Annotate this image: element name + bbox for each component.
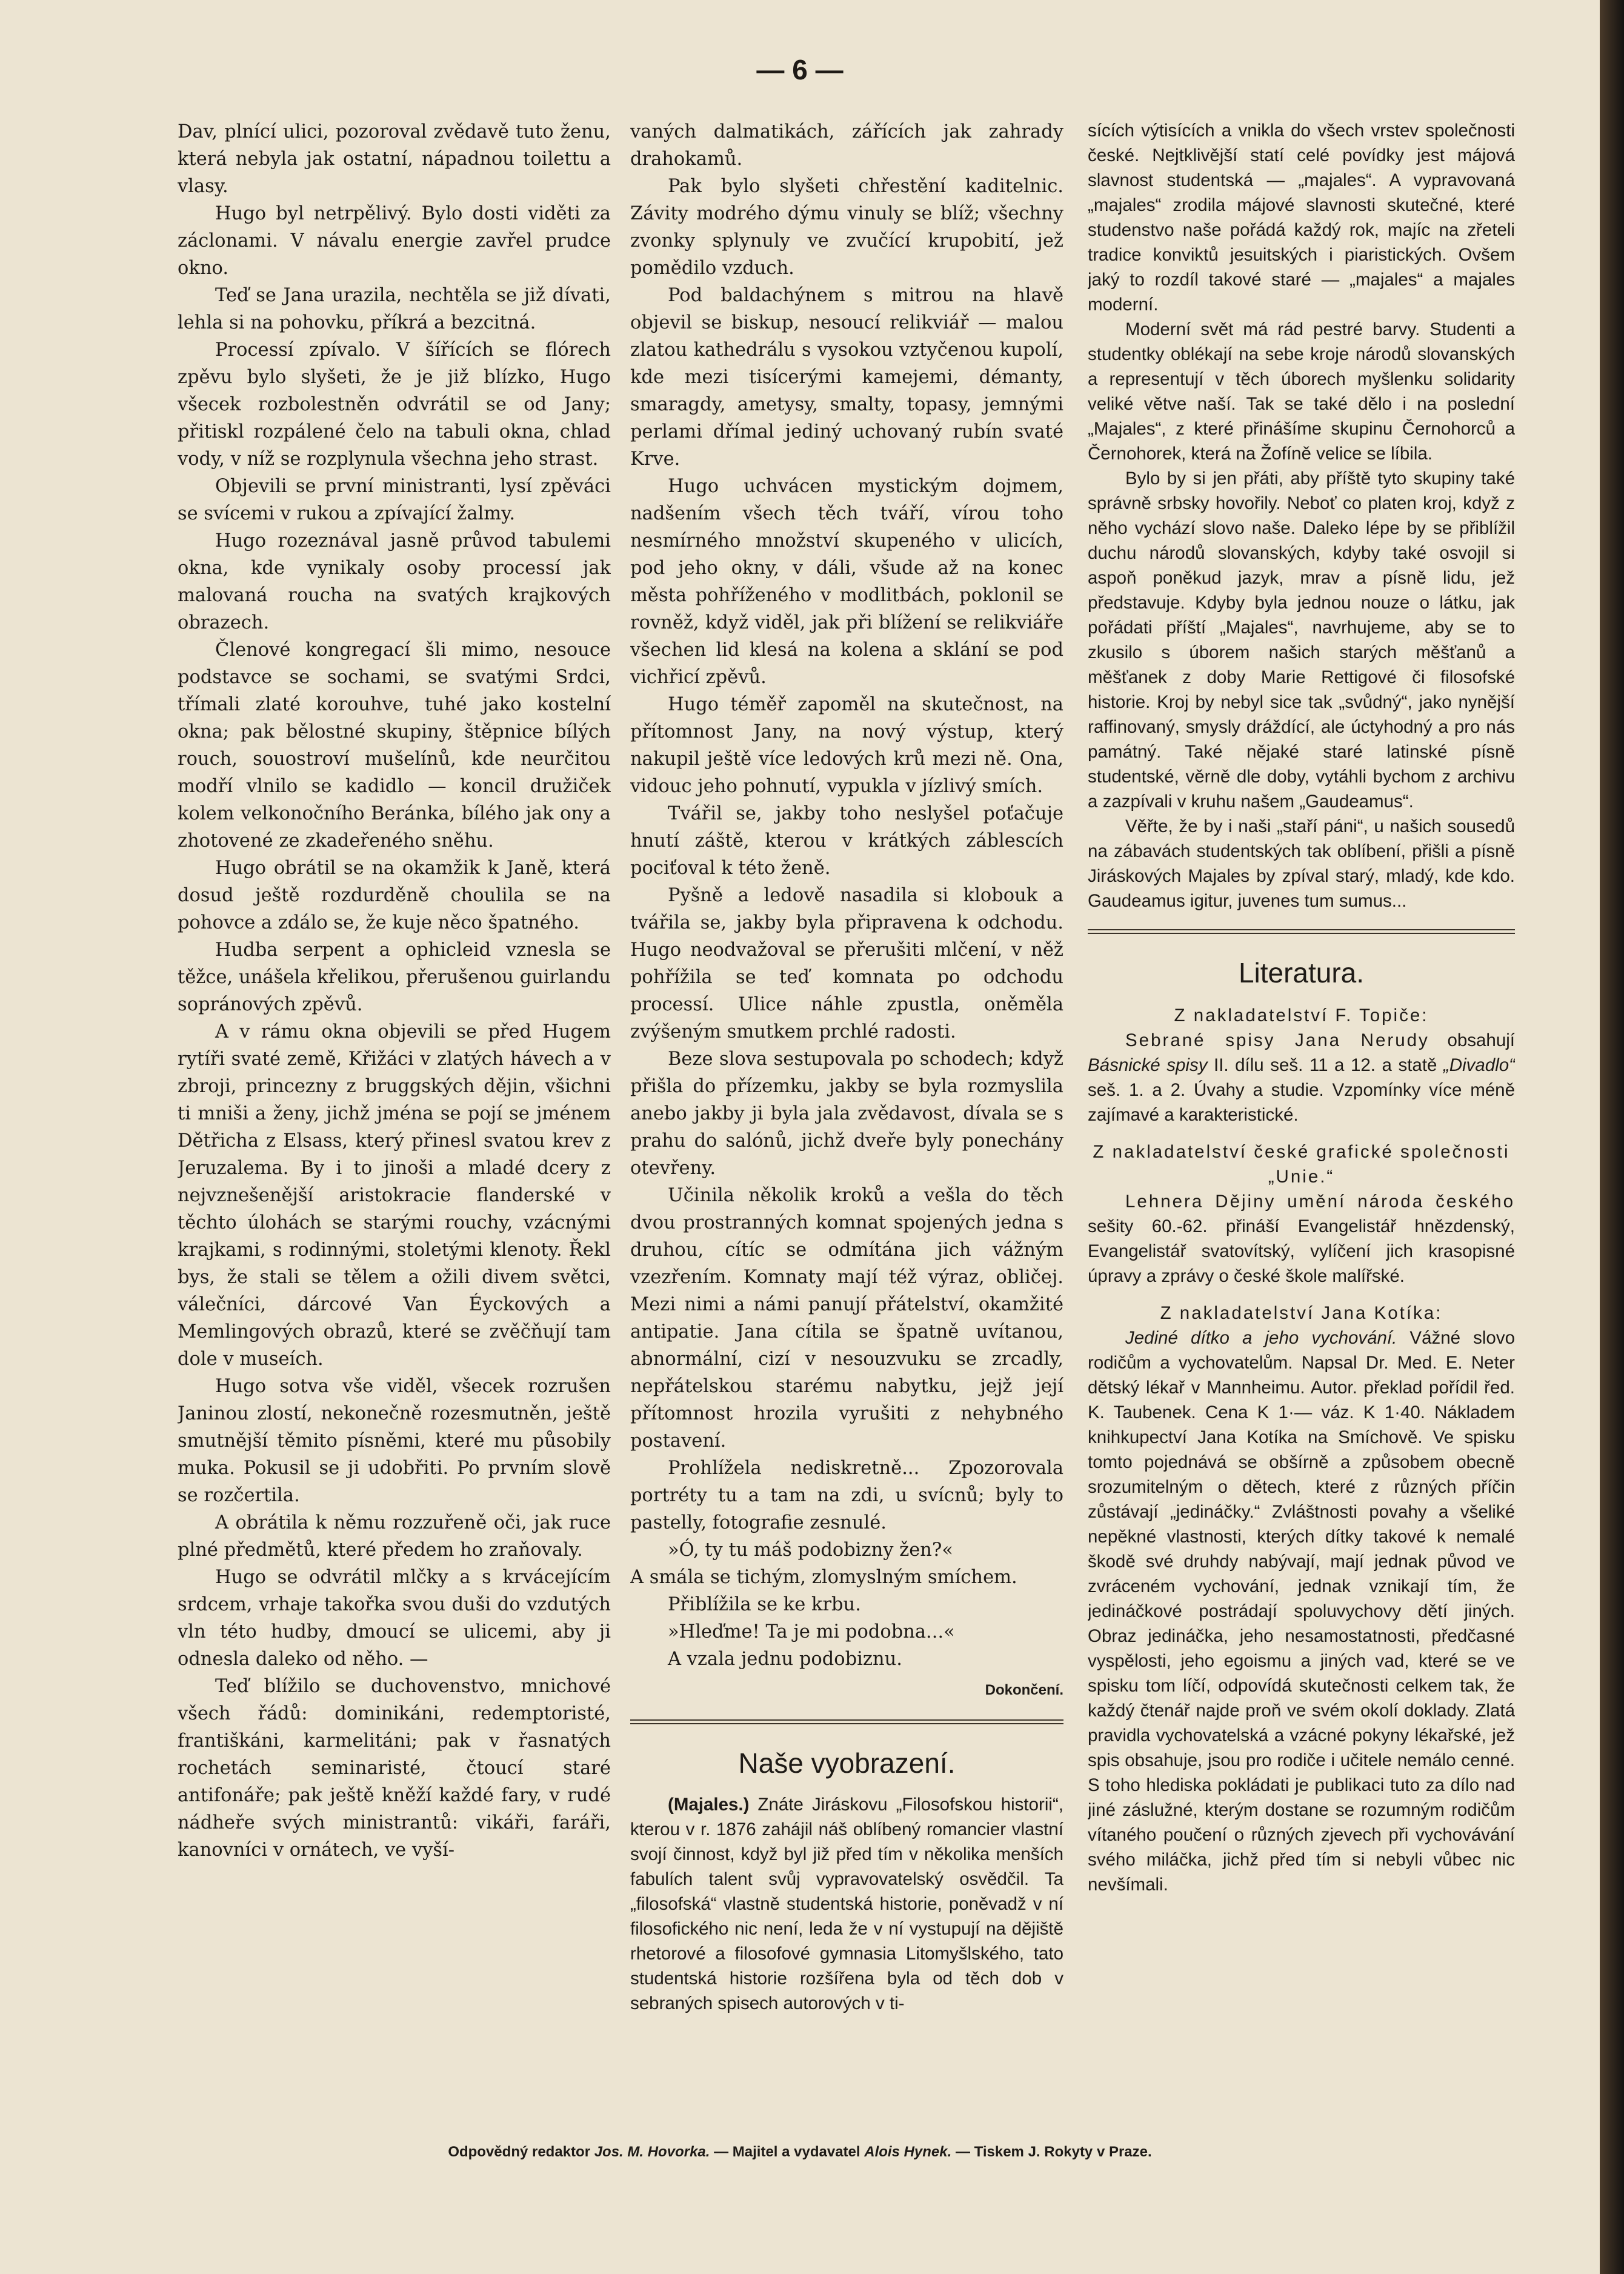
page-number: — 6 — (756, 54, 844, 85)
paragraph: »Hleďme! Ta je mi podobna...« (668, 1621, 955, 1642)
paragraph: Hugo téměř zapoměl na skutečnost, na přítomnost Jany, na nový výstup, který nakupil ještě více ledových krů mezi ně. Ona, vidouc jeho pohnutí, vypukla v jízlivý smích. (630, 694, 1063, 797)
paragraph: Tvářil se, jakby toho neslyšel poťačuje hnutí záště, kterou v krátkých záblescích pociťoval k této ženě. (630, 803, 1063, 879)
paragraph: Hugo se odvrátil mlčky a s krvácejícím srdcem, vrhaje takořka svou duši do vzdutých vln této hudby, dmoucí se ulicemi, aby ji odnesla daleko od něho. — (178, 1567, 611, 1670)
page-edge (1600, 0, 1624, 2274)
paragraph: Hugo obrátil se na okamžik k Janě, která dosud ještě rozdurděně choulila se na pohovce a zdálo se, že kuje něco špatného. (178, 858, 611, 933)
text: „Divadlo“ (1443, 1055, 1515, 1075)
column-3 (1088, 118, 1515, 2121)
paragraph: Hugo rozeznával jasně průvod tabulemi okna, kde vynikaly osoby processí jak malovaná roucha na svatých krajkových obrazech. (178, 530, 611, 633)
publisher-heading: Z nakladatelství F. Topiče: (1174, 1005, 1429, 1025)
text: II. dílu seš. 11 a 12. a statě (1214, 1055, 1437, 1075)
paragraph: vaných dalmatikách, zářících jak zahrady drahokamů. (630, 121, 1063, 170)
paragraph: Přiblížila se ke krbu. (668, 1594, 861, 1615)
paragraph: sících výtisících a vnikla do všech vrstev společnosti české. Nejtklivější statí celé povídky jest májová slavnost studentská — „majales“. A vypravovaná „majales“ zrodila májové slavnosti skutečné, které studenstvo naše pořádá každý rok, majíc na zřeteli tradice konviktů jesuitských i piaristických. Ovšem jaký to rozdíl takové staré — „majales“ a majales moderní. (1088, 121, 1515, 315)
paragraph: Členové kongregací šli mimo, nesouce podstavce se sochami, se svatými Srdci, třímali zlaté korouhve, tuhé jako kostelní okna; pak bělostné skupiny, štěpnice bílých rouch, souostroví mušelínů, kde neurčitou modří vlnilo se kadidlo — koncil družiček kolem velkonočního Beránka, bílého jak ony a zhotovené ze zkadeřeného sněhu. (178, 639, 611, 852)
publisher-heading: Z nakladatelství české grafické společnosti „Unie.“ (1093, 1142, 1510, 1187)
text: — Tiskem J. Rokyty v Praze. (955, 2144, 1152, 2160)
publisher-heading: Z nakladatelství Jana Kotíka: (1160, 1303, 1443, 1323)
text: Jos. M. Hovorka. (594, 2144, 710, 2160)
paragraph: A smála se tichým, zlomyslným smíchem. (630, 1567, 1017, 1588)
book-title: Lehnera Dějiny umění národa českého (1125, 1192, 1515, 1212)
column-2 (630, 118, 1063, 2121)
paragraph: Teď blížilo se duchovenstvo, mnichové všech řádů: dominikáni, redemptoristé, františkáni, karmelitáni; pak v řasnatých rochetách seminaristé, čtoucí staré antifonáře; pak ještě kněží každé fary, v rudé nádheře svých ministrantů: vikáři, faráři, kanovníci v ornátech, ve vyší- (178, 1676, 611, 1861)
text: — Majitel a vydavatel (714, 2144, 860, 2160)
paragraph: Bylo by si jen přáti, aby příště tyto skupiny také správně srbsky hovořily. Neboť co platen kroj, když z něho vychází slovo naše. Daleko lépe by se přiblížil duchu národů slovanských, kdyby také osvojil si aspoň poněkud jazyk, mrav a písně lidu, jež představuje. Kdyby byla jednou nouze o látku, jak pořádati příští „Majales“, navrhujeme, aby se to zkusilo s úborem našich starých měšťanů a měšťanek z doby Marie Rettigové či filosofské historie. Kroj by nebyl sice tak „svůdný“, jako nynější raffinovaný, smysly dráždící, ale úctyhodný a pro nás památný. Také nějaké staré latinské písně studentské, věrně dle doby, vytáhli bychom z archivu a zazpívali v kruhu našem „Gaudeamus“. (1088, 468, 1515, 812)
paragraph (1088, 1189, 1515, 1289)
text: Básnické spisy (1088, 1055, 1208, 1075)
run-in-label: (Majales.) (668, 1795, 750, 1815)
paragraph: Pyšně a ledově nasadila si klobouk a tvářila se, jakby byla připravena k odchodu. Hugo neodvažoval se přerušiti mlčení, v něž pohřížila se teď komnata po odchodu processí. Ulice náhle zpustla, oněměla zvýšeným smutkem prchlé radosti. (630, 885, 1063, 1042)
text: Alois Hynek. (864, 2144, 952, 2160)
paragraph: A v rámu okna objevili se před Hugem rytíři svaté země, Křižáci v zlatých hávech a v zbroji, princezny z bruggských dějin, všichni ti mniši a ženy, jichž jména se pojí se jménem Dětřicha z Elsass, který přinesl svatou krev z Jeruzalema. By i to jinoši a mladé dcery z nejvznešenější aristokracie flanderské v těchto úlohách se starými rouchy, vzácnými krajkami, s rodinnými, stoletými klenoty. Řekl bys, že stali se tělem a ožili divem světci, válečníci, dárcové Van Éyckových a Memlingových obrazů, které se zvěčňují tam dole v museích. (178, 1021, 611, 1370)
paragraph: Objevili se první ministranti, lysí zpěváci se svícemi v rukou a zpívající žalmy. (178, 476, 611, 524)
paragraph: Beze slova sestupovala po schodech; když přišla do přízemku, jakby se byla rozmyslila anebo jakby ji byla jala zvědavost, dívala se s prahu do salónů, jichž dveře byly ponechány otevřeny. (630, 1049, 1063, 1179)
signature-line: Dokončení. (985, 1682, 1063, 1698)
section-heading: Naše vyobrazení. (738, 1747, 956, 1779)
paragraph: A vzala jednu podobiznu. (668, 1649, 902, 1670)
divider (1088, 929, 1515, 934)
divider (630, 1719, 1063, 1724)
text: seš. 1. a 2. Úvahy a studie. Vzpomínky více méně zajímavé a karakteristické. (1088, 1080, 1515, 1125)
column-1 (178, 118, 611, 2121)
paragraph: Učinila několik kroků a vešla do těch dvou prostranných komnat spojených jedna s druhou, cítíc se odmítána jich vážným vzezřením. Komnaty mají též výraz, obličej. Mezi nimi a námi panují přátelství, okamžité antipatie. Jana cítila se špatně uvítanou, abnormální, cizí v nesouzvuku se zrcadly, nepřátelskou starému nabytku, jejž její přítomnost hrozila vyrušiti z nehybného postavení. (630, 1185, 1063, 1452)
paragraph (1088, 1325, 1515, 1897)
text: obsahují (1447, 1030, 1515, 1050)
text: Vážné slovo rodičům a vychovatelům. Napsal Dr. Med. E. Neter dětský lékař v Mannheimu. Autor. překlad pořídil řed. K. Taubenek. Cena K 1·— váz. K 1·40. Nákladem knihkupectví Jana Kotíka na Smíchově. Ve spisku tomto pojednává se obšírně a způsobem obecně srozumitelným o dětech, které z různých příčin zůstávají „jedináčky.“ Zvláštnosti povahy a všeliké nepěkné vlastnosti, kterých dítky takové k nemalé škodě své druhdy nabývají, mají jednak původ ve zvráceném vychování, jednak vznikají tím, že jedináčkové postrádají spoluvychovy dětí jiných. Obraz jedináčka, jeho nesamostatnosti, předčasné vyspělosti, jeho egoismu a jiných vad, které se ve spisku tom líčí, odpovídá skutečnosti celkem tak, že každý čtenář najde proň ve svém okolí doklady. Zlatá pravidla vychovatelská a vzácné pokyny lékařské, jež spis obsahuje, jsou pro rodiče i učitele nemálo cenné. S toho hlediska pokládati je publikaci tuto za dílo nad jiné záslužné, kterým dostane se rozumným rodičům vítaného poučení o různých zjevech při vychovávání svého miláčka, jichž před tím si nebyli vůbec nic nevšímali. (1088, 1328, 1515, 1895)
paragraph: Moderní svět má rád pestré barvy. Studenti a studentky oblékají na sebe kroje národů slovanských a representují v těch úborech myšlenku solidarity veliké větve naší. Tak se také dělo i na poslední „Majales“, z které přinášíme skupinu Černohorců a Černohorek, která na Žofíně velice se líbila. (1088, 319, 1515, 464)
book-title: Sebrané spisy Jana Nerudy (1125, 1030, 1429, 1050)
paragraph-text: Znáte Jiráskovu „Filosofskou historii“, kterou v r. 1876 zahájil náš oblíbený romancier vlastní svojí činnost, když byl již před tím v několika menších fabulích talent svůj vypravovatelský osvědčil. Ta „filosofská“ vlastně studentská historie, poněvadž v ní filosofického nic není, leda že v ní vystupují na dějiště rhetorové a filosofové gymnasia Litomyšlského, tato studentská historie rozšířena byla od těch dob v sebraných spisech autorových v ti- (630, 1795, 1063, 2013)
paragraph (630, 1792, 1063, 2016)
paragraph: Pod baldachýnem s mitrou na hlavě objevil se biskup, nesoucí relikviář — malou zlatou kathedrálu s vysokou vztyčenou kupolí, kde mezi tisícerými kamejemi, démanty, smaragdy, ametysy, smalty, topasy, jemnými perlami dřímal jediný uchovaný rubín svaté Krve. (630, 285, 1063, 470)
paragraph: Hugo sotva vše viděl, všecek rozrušen Janinou zlostí, nekonečně rozesmutněn, ještě smutnější těmito písněmi, které mu působily muka. Pokusil se ji udobřiti. Po prvním slově se rozčertila. (178, 1376, 611, 1506)
text: Odpovědný redaktor (448, 2144, 591, 2160)
section-heading: Literatura. (1238, 957, 1365, 989)
paragraph: A obrátila k němu rozzuřeně oči, jak ruce plné předmětů, které předem ho zraňovaly. (178, 1512, 611, 1561)
paragraph (1088, 1028, 1515, 1127)
paragraph: Hugo uchvácen mystickým dojmem, nadšením všech těch tváří, vírou toho nesmírného množství skupeného v ulicích, pod jeho okny, v dáli, všude až na konec města pohříženého v modlitbách, poklonil se rovněž, když viděl, jak při blížení se relikviáře všechen lid klesá na kolena a sklání se pod vichřicí zpěvů. (630, 476, 1063, 688)
paragraph: Prohlížela nediskretně... Zpozorovala portréty tu a tam na zdi, u svícnů; byly to pastelly, fotografie zesnulé. (630, 1458, 1063, 1533)
paragraph: »Ó, ty tu máš podobizny žen?« (668, 1539, 953, 1561)
paragraph: Pak bylo slyšeti chřestění kaditelnic. Závity modrého dýmu vinuly se blíž; všechny zvonky splynuly ve zvučící krupobití, jež pomědilo vzduch. (630, 176, 1063, 279)
text: sešity 60.-62. přináší Evangelistář hnězdenský, Evangelistář svatovítský, vylíčení jich krasopisné úpravy a zprávy o české škole malířské. (1088, 1216, 1515, 1286)
imprint-footer (0, 2144, 1600, 2161)
paragraph: Dav, plnící ulici, pozoroval zvědavě tuto ženu, která nebyla jak ostatní, nápadnou toilettu a vlasy. (178, 121, 611, 197)
paragraph: Hugo byl netrpělivý. Bylo dosti viděti za záclonami. V návalu energie zavřel prudce okno. (178, 203, 611, 279)
book-title: Jediné dítko a jeho vychování. (1125, 1328, 1397, 1348)
paragraph: Hudba serpent a ophicleid vznesla se těžce, unášela křelikou, přerušenou guirlandu sopránových zpěvů. (178, 939, 611, 1015)
paragraph: Teď se Jana urazila, nechtěla se již dívati, lehla si na pohovku, příkrá a bezcitná. (178, 285, 611, 333)
paragraph: Processí zpívalo. V šířících se flórech zpěvu bylo slyšeti, že je již blízko, Hugo všecek rozbolestněn odvrátil se od Jany; přitiskl rozpálené čelo na tabuli okna, chlad vody, v níž se rozplynula všechna jeho strast. (178, 339, 611, 470)
paragraph: Věřte, že by i naši „staří páni“, u našich sousedů na zábavách studentských tak oblíbení, přišli a písně Jiráskových Majales by zpíval starý, mladý, kde kdo. Gaudeamus igitur, juvenes tum sumus... (1088, 816, 1515, 911)
